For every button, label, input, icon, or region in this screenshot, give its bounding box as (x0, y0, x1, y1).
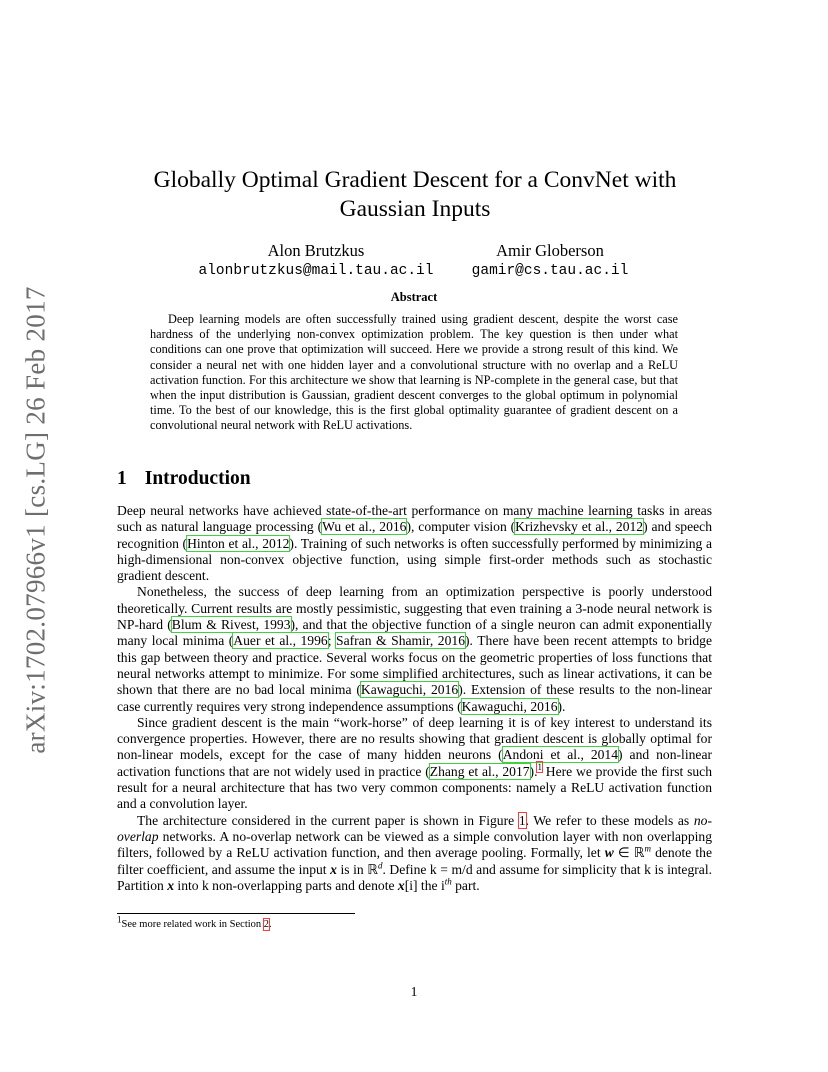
section-body (117, 503, 712, 894)
author-email: gamir@cs.tau.ac.il (471, 263, 629, 279)
footnote-mark: 1 (117, 914, 122, 925)
citation-link[interactable]: Hinton et al., 2012 (187, 535, 290, 551)
paragraph-3: Since gradient descent is the main “work-horse” of deep learning it is of key interest to understand its convergence properties. However, there are no results showing that gradient descent is globally optimal for non-linear models, except for the case of many hidden neurons (Andoni et al., 2014) and non-linear activation functions that are not widely used in practice (Zhang et al., 2017).$^1$ Here we provide the first such result for a neural architecture that has two very common components: namely a ReLU activation function and a convolution layer. (117, 714, 713, 812)
footnote: $^1$See more related work in Section 2. (117, 914, 272, 930)
citation-link[interactable]: Wu et al., 2016 (322, 519, 407, 535)
citation-link[interactable]: Krizhevsky et al., 2012 (515, 519, 644, 535)
citation-link[interactable]: Blum & Rivest, 1993 (171, 617, 291, 633)
author-name: Alon Brutzkus (267, 241, 365, 260)
author-block-1 (196, 240, 436, 282)
abstract-heading: Abstract (390, 290, 438, 304)
section-heading (117, 468, 251, 490)
citation-link[interactable]: Zhang et al., 2017 (429, 763, 530, 779)
footnote-link[interactable]: 1 (537, 762, 542, 773)
citation-link[interactable]: Kawaguchi, 2016 (360, 682, 459, 698)
section-title: Introduction (144, 468, 251, 489)
paragraph-4: The architecture considered in the current paper is shown in Figure 1. We refer to these models as no-overlap networks. A no-overlap network can be viewed as a simple convolution layer with non overlapping filters, followed by a ReLU activation function, and then average pooling. Formally, let w ∈ ℝ$^m$ denote the filter coefficient, and assume the input x is in ℝ$^d$. Define k = m/d and assume for simplicity that k is integral. Partition x into k non-overlapping parts and denote x[i] the $i^{th}$ part. (117, 812, 713, 893)
title-line-1: Globally Optimal Gradient Descent for a ConvNet with (153, 167, 677, 193)
footnote-rule (117, 913, 355, 914)
citation-link[interactable]: Safran & Shamir, 2016 (336, 633, 465, 649)
citation-link[interactable]: Auer et al., 1996 (233, 633, 328, 649)
author-block-2 (460, 240, 640, 282)
paper-title (120, 166, 710, 224)
title-line-2: Gaussian Inputs (339, 196, 491, 222)
paragraph-1: Deep neural networks have achieved state-of-the-art performance on many machine learning tasks in areas such as natural language processing (Wu et al., 2016), computer vision (Krizhevsky et al., 2012) and speech recognition (Hinton et al., 2012). Training of such networks is often successfully performed by minimizing a high-dimensional non-convex objective function, using simple first-order methods such as stochastic gradient descent. (117, 503, 713, 584)
section-link[interactable]: 2 (263, 919, 270, 930)
author-name: Amir Globerson (496, 241, 604, 260)
arxiv-identifier: arXiv:1702.07966v1 [cs.LG] 26 Feb 2017 (20, 286, 51, 754)
figure-link[interactable]: 1 (518, 812, 526, 828)
author-email: alonbrutzkus@mail.tau.ac.il (198, 263, 434, 279)
paragraph-2: Nonetheless, the success of deep learning from an optimization perspective is poorly understood theoretically. Current results are mostly pessimistic, suggesting that even training a 3-node neural network is NP-hard (Blum & Rivest, 1993), and that the objective function of a single neuron can admit exponentially many local minima (Auer et al., 1996; Safran & Shamir, 2016). There have been recent attempts to bridge this gap between theory and practice. Several works focus on the geometric properties of loss functions that neural networks attempt to minimize. For some simplified architectures, such as linear activations, it can be shown that there are no bad local minima (Kawaguchi, 2016). Extension of these results to the non-linear case currently requires very strong independence assumptions (Kawaguchi, 2016). (117, 584, 713, 714)
citation-link[interactable]: Kawaguchi, 2016 (461, 698, 558, 714)
section-number: 1 (117, 468, 127, 489)
page-number: 1 (410, 984, 418, 999)
abstract-text: Deep learning models are often successfully trained using gradient descent, despite the worst case hardness of the underlying non-convex optimization problem. The key question is then under what conditions can one prove that optimization will succeed. Here we provide a strong result of this kind. We consider a neural net with one hidden layer and a convolutional structure with no overlap and a ReLU activation function. For this architecture we show that learning is NP-complete in the general case, but that when the input distribution is Gaussian, gradient descent converges to the global optimum in polynomial time. To the best of our knowledge, this is the first global optimality guarantee of gradient descent on a convolutional neural network with ReLU activations. (150, 312, 678, 433)
citation-link[interactable]: Andoni et al., 2014 (502, 747, 619, 763)
